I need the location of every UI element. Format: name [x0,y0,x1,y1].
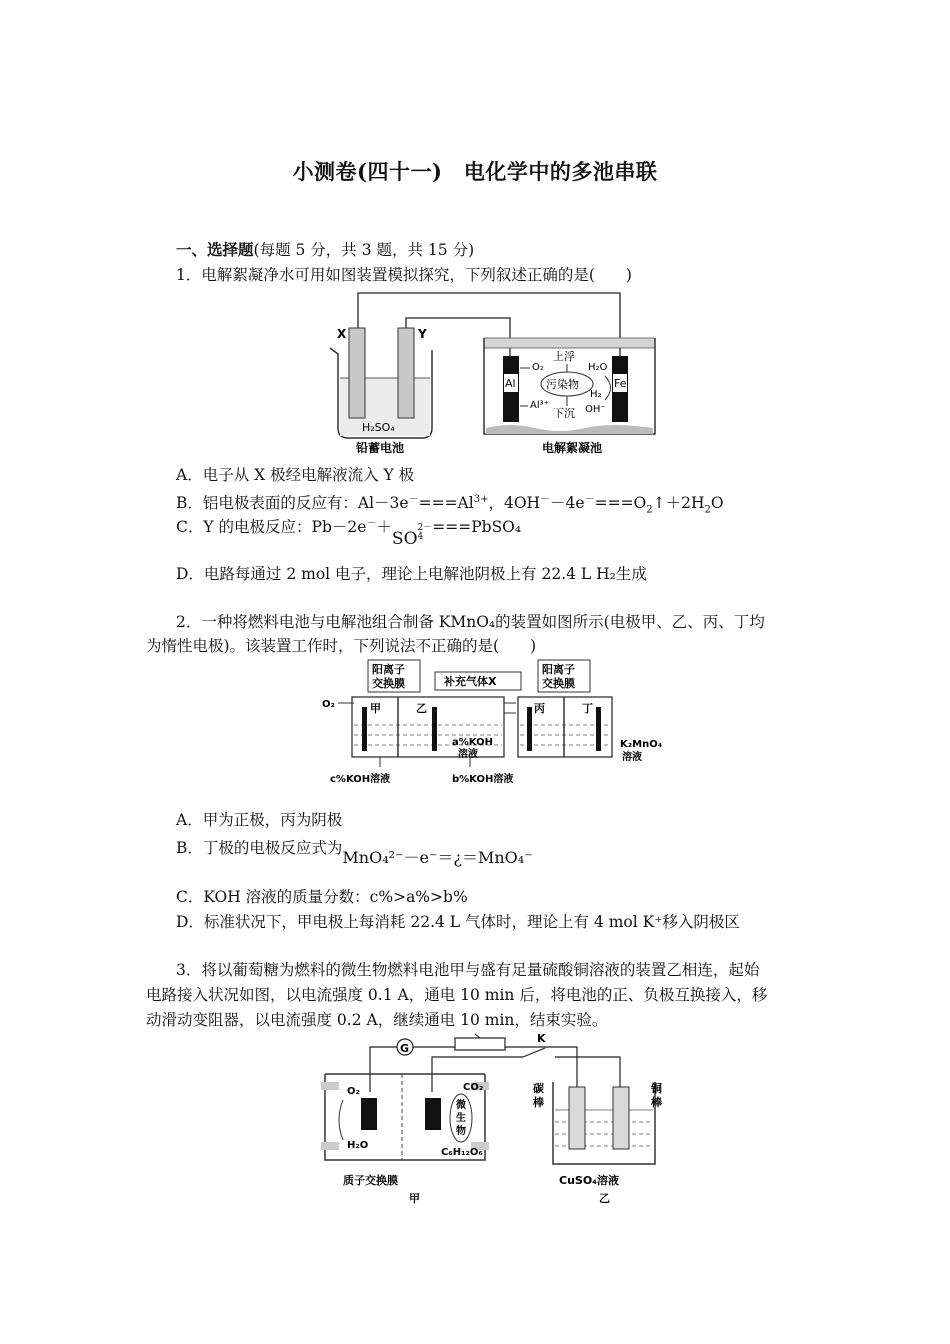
q1-option-a: A．电子从 X 极经电解液流入 Y 极 [176,466,415,484]
q3-fig-membrane: 质子交换膜 [343,1174,398,1187]
q3-fig-o2: O₂ [347,1086,360,1097]
q3-fig-carbon-1: 碳 [533,1082,544,1095]
q1-fig-h2: H₂ [590,389,602,400]
q1-c-end: ===PbSO₄ [432,518,522,537]
q2-fig-k2mno4-2: 溶液 [622,752,642,763]
q1-b-mid1: ===Al [418,494,474,513]
q2-fig-koh-a-1: a%KOH [452,737,493,748]
q2-stem-line1: 2．一种将燃料电池与电解池组合制备 KMnO₄的装置如图所示(电极甲、乙、丙、丁均 [176,613,765,631]
q1-fig-h2o: H₂O [588,362,608,373]
q3-figure [315,1032,675,1207]
q3-fig-microbe-2: 生 [456,1113,466,1124]
q3-fig-galvanometer: G [400,1042,410,1055]
q2-fig-koh-a-2: 溶液 [458,749,478,760]
q3-fig-copper-1: 铜 [651,1082,662,1095]
q2-option-a: A．甲为正极，丙为阴极 [176,811,343,829]
q2-b-pre: B．丁极的电极反应式为 [176,839,343,857]
page-title: 小测卷(四十一) 电化学中的多池串联 [292,159,658,184]
q3-fig-cuso4: CuSO₄溶液 [559,1174,619,1187]
q1-b-end: ↑＋2H [652,494,705,513]
q3-fig-carbon-2: 棒 [533,1096,544,1109]
q1-b-tail: O [710,494,724,513]
q1-option-c: C．Y 的电极反应：Pb－2e－＋SO 2－ 4 ===PbSO₄ [176,518,522,550]
q1-fig-al3: Al³⁺ [530,400,549,411]
q1-fig-x: X [337,327,347,341]
q2-fig-bing: 丙 [534,702,545,715]
q1-fig-fe: Fe [614,377,627,390]
q2-fig-mem-left-1: 阳离子 [372,663,405,676]
q1-fig-al: Al [505,377,516,390]
section-heading [176,238,474,262]
q2-fig-mem-right-1: 阳离子 [542,663,575,676]
q1-b-pre: B．铝电极表面的反应有：Al－3e [176,494,409,513]
q1-fig-right-caption: 电解絮凝池 [542,441,603,455]
q2-fig-koh-c: c%KOH溶液 [330,774,391,785]
q1-stem: 1．电解絮凝净水可用如图装置模拟探究，下列叙述正确的是( ) [176,266,632,284]
q2-fig-k2mno4-1: K₂MnO₄ [620,739,663,750]
q3-stem-line1: 3．将以葡萄糖为燃料的微生物燃料电池甲与盛有足量硫酸铜溶液的装置乙相连，起始 [176,961,760,979]
q3-fig-yi: 乙 [599,1192,610,1205]
q3-fig-switch: K [537,1032,546,1045]
q2-fig-jia: 甲 [370,702,381,715]
q3-fig-copper-2: 棒 [651,1096,662,1109]
q1-fig-float: 上浮 [553,350,575,363]
q3-stem-line3: 动滑动变阻器，以电流强度 0.2 A，继续通电 10 min，结束实验。 [146,1011,608,1029]
q2-option-b [176,836,533,867]
q1-fig-electrolyte: H₂SO₄ [362,421,395,434]
q1-b-mid4: ===O [594,494,647,513]
q1-fig-o2: O₂ [532,362,544,373]
q3-fig-microbe-1: 微 [456,1100,466,1111]
q1-fig-left-caption: 铅蓄电池 [356,441,405,455]
q3-fig-h2o: H₂O [347,1140,369,1151]
q2-fig-mem-left-2: 交换膜 [372,677,405,690]
q1-figure [320,288,665,458]
q2-figure [320,657,680,789]
q1-fig-sink: 下沉 [553,407,575,420]
q1-option-d: D．电路每通过 2 mol 电子，理论上电解池阴极上有 22.4 L H₂生成 [176,565,647,583]
section-heading-note: (每题 5 分，共 3 题，共 15 分) [253,241,475,259]
q2-fig-ding: 丁 [582,702,593,715]
q1-fig-y: Y [418,327,427,341]
q1-c-pre: C．Y 的电极反应：Pb－2e [176,518,367,537]
q3-fig-co2: CO₂ [463,1082,484,1093]
q3-stem-line2: 电路接入状况如图，以电流强度 0.1 A，通电 10 min 后，将电池的正、负极互换接入，移 [146,986,768,1004]
q1-fig-pollutant: 污染物 [546,378,579,391]
q3-fig-jia: 甲 [409,1192,420,1205]
q1-c-plus: ＋ [376,518,392,537]
q2-fig-koh-b: b%KOH溶液 [452,774,514,785]
q2-fig-supply: 补充气体X [444,675,497,688]
q3-fig-glucose: C₆H₁₂O₆ [441,1147,483,1158]
q2-b-formula: MnO₄²⁻－e⁻＝¿＝MnO₄⁻ [342,848,533,867]
q1-c-so4: SO [391,529,418,550]
q2-fig-o2: O₂ [322,699,335,710]
q3-fig-microbe-3: 物 [456,1126,466,1137]
q1-b-mid2: ，4OH [488,494,541,513]
q2-stem-line2: 为惰性电极)。该装置工作时，下列说法不正确的是( ) [146,637,537,655]
q2-option-d: D．标准状况下，甲电极上每消耗 22.4 L 气体时，理论上有 4 mol K⁺移入阴极区 [176,913,740,931]
q2-fig-yi: 乙 [416,702,427,715]
q2-option-c: C．KOH 溶液的质量分数：c%>a%>b% [176,888,468,906]
q1-b-mid3: －4e [550,494,585,513]
q1-option-b: B．铝电极表面的反应有：$Al-3e^-===Al^{3+}$，$4OH^--4e^-===O_2↑+2H_2O$ [176,494,724,516]
q1-fig-oh: OH⁻ [585,404,606,415]
q2-fig-mem-right-2: 交换膜 [542,677,575,690]
section-heading-label: 一、选择题 [176,240,254,259]
